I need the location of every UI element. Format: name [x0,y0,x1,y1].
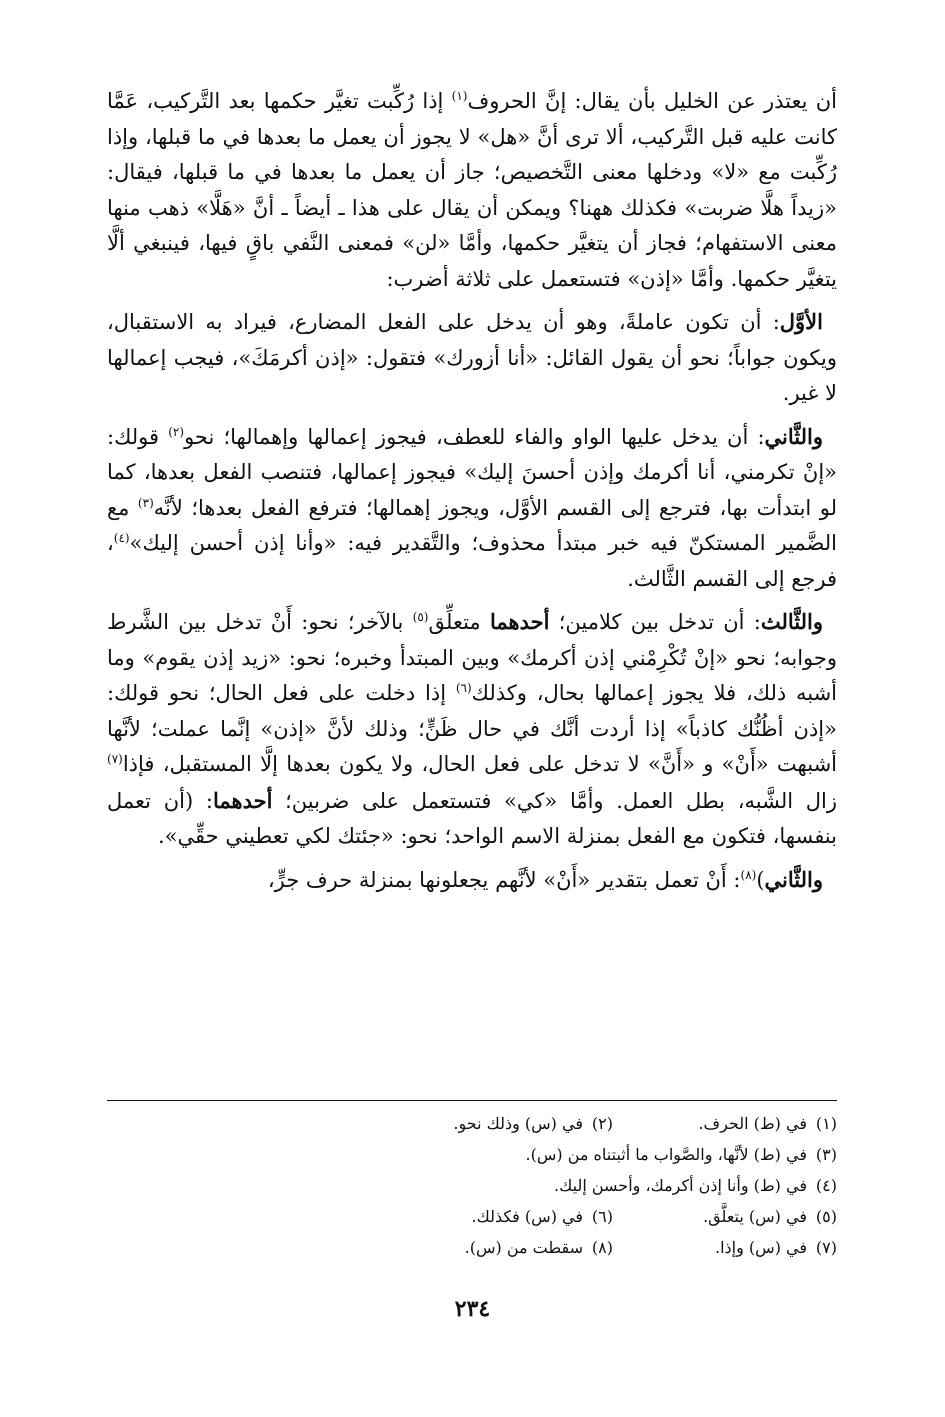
footnote-5 [613,1201,837,1232]
footnote-number: (٤) [815,1176,837,1195]
text-run: ، فرجع إلى القسم الثَّالث. [107,531,837,591]
footnote-ref[interactable]: (١) [451,89,468,103]
footnote-text: في (س) وذلك نحو. [453,1114,583,1133]
text-run: قولك: «إنْ تكرمني، أنا أكرمك وإذن أحسنَ إليك» فيجوز إعمالها، فتنصب الفعل بعدها، كما لو ابتدأت بها، فترجع إلى القسم الأوَّل، ويجوز إهمالها؛ فترفع الفعل بعدها؛ لأنَّه [107,424,838,520]
text-run: إذا دخلت على فعل الحال؛ نحو قولك: «إذن أظُنُّك كاذباً» إذا أردت أنَّك في حال ظَنٍّ؛ وذلك لأنَّ «إذن» إنَّما عملت؛ لأنَّها أشبهت «أَنْ» و «أَنَّ» لا تدخل على فعل الحال، ولا يكون بعدها إلَّا المستقبل، فإذا [107,681,837,776]
footnote-6 [389,1201,613,1232]
footnote-row [107,1108,837,1139]
footnote-text: في (ط) وأنا إذن أكرمك، وأحسن إليك. [554,1176,807,1195]
footnote-number: (٨) [591,1238,613,1257]
footnotes [107,1108,837,1263]
paragraph-heading: والثَّاني [764,423,824,449]
text-run: مع الضَّمير المستكنّ فيه خبر مبتدأ محذوف؛ والتَّقدير فيه: «وأنا إذن أحسن إليك» [107,495,837,555]
footnote-text: في (ط) لأنَّها، والصَّواب ما أثبتناه من (س). [525,1145,807,1164]
footnote-ref[interactable]: (٦) [455,681,472,695]
footnote-ref[interactable]: (٤) [113,531,130,545]
text-run: زال الشَّبه، بطل العمل. وأمَّا «كي» فتستعمل على ضربين؛ [272,788,837,813]
footnote-ref[interactable]: (٨) [740,867,757,882]
text-run: إذا رُكِّبت تغيَّر حكمها بعد التَّركيب، عَمَّا كانت عليه قبل التَّركيب، ألا ترى أنَّ «هل» لا يجوز أن يعمل ما بعدها في ما قبلها، وإذا رُكِّبت مع «لا» ودخلها معنى التَّخصيص؛ جاز أن يعمل ما بعدها في ما قبلها، فيقال: «زيداً هلَّا ضربت» فكذلك ههنا؟ ويمكن أن يقال على هذا ـ أيضاً ـ أنَّ «هَلَّا» ذهب منها معنى الاستفهام؛ فجاز أن يتغيَّر حكمها، وأمَّا «لن» فمعنى النَّفي باقٍ فيها، فينبغي ألَّا يتغيَّر حكمها. وأمَّا «إذن» فتستعمل على ثلاثة أضرب: [107,89,837,291]
footnote-ref[interactable]: (٥) [412,610,429,624]
footnote-number: (٦) [591,1207,613,1226]
text-run: : أن تكون عاملةً، وهو أن يدخل على الفعل المضارع، فيراد به الاستقبال، ويكون جواباً؛ نحو أن يقول القائل: «أنا أزورك» فتقول: «إذن أكرمَكَ»، فيجب إعمالها لا غير. [107,310,837,405]
footnote-ref[interactable]: (٢) [168,424,185,439]
paragraph [107,419,837,598]
footnote-row [107,1139,837,1170]
footnote-text: في (س) يتعلَّق. [703,1207,807,1226]
emphasis-text: أحدهما [489,609,550,634]
footnote-separator [107,1100,837,1101]
text-run: أن يعتذر عن الخليل بأن يقال: إنَّ الحروف [467,89,837,113]
footnote-text: في (ط) الحرف. [698,1114,807,1133]
footnote-4 [137,1170,837,1201]
text-run: : (أن تعمل بنفسها، فتكون مع الفعل بمنزلة الاسم الواحد؛ نحو: «جئتك لكي تعطيني حقِّي». [107,788,837,848]
paragraph [107,304,837,412]
footnote-8 [389,1232,613,1263]
footnote-7 [613,1232,837,1263]
paragraph [107,862,837,899]
emphasis-text: أحدهما [212,787,273,813]
footnote-ref[interactable]: (٧) [107,752,123,766]
footnote-1 [613,1108,837,1139]
footnote-number: (٥) [815,1207,837,1226]
footnote-number: (١) [815,1114,837,1133]
paragraph-heading: الأوَّل [779,309,823,334]
text-run: : أن تدخل بين كلامين؛ [549,610,761,634]
footnote-text: في (س) فكذلك. [471,1207,583,1226]
main-text [107,84,837,905]
footnote-row [107,1232,837,1263]
footnote-ref[interactable]: (٣) [137,495,154,510]
text-run: متعلِّق [428,610,490,634]
footnote-text: سقطت من (س). [464,1238,583,1257]
paragraph-heading: والثَّالث [760,609,823,634]
footnote-text: في (س) وإذا. [715,1238,807,1257]
footnote-3 [137,1139,837,1170]
footnote-number: (٣) [815,1145,837,1164]
paragraph [107,84,837,297]
text-run: : أن يدخل عليها الواو والفاء للعطف، فيجوز إعمالها وإهمالها؛ نحو [184,424,765,449]
footnote-2 [389,1108,613,1139]
footnote-row [107,1170,837,1201]
text-run: بالآخر؛ نحو: أَنْ تدخل بين الشَّرط وجوابه؛ نحو «إنْ تُكْرِمْني إذن أكرمك» وبين المبتدأ وخبره؛ نحو: «زيد إذن يقوم» وما أشبه ذلك، فلا يجوز إعمالها بحال، وكذلك [107,610,837,705]
paragraph [107,604,837,855]
footnote-number: (٧) [815,1238,837,1257]
page-number: ٢٣٤ [454,1296,491,1322]
footnote-number: (٢) [591,1114,613,1133]
text-run: ) [756,867,765,892]
paragraph-heading: والثَّاني [764,866,823,892]
text-run: : أَنْ تعمل بتقدير «أَنْ» لأنَّهم يجعلونها بمنزلة حرف جرٍّ، [267,867,741,892]
footnote-row [107,1201,837,1232]
